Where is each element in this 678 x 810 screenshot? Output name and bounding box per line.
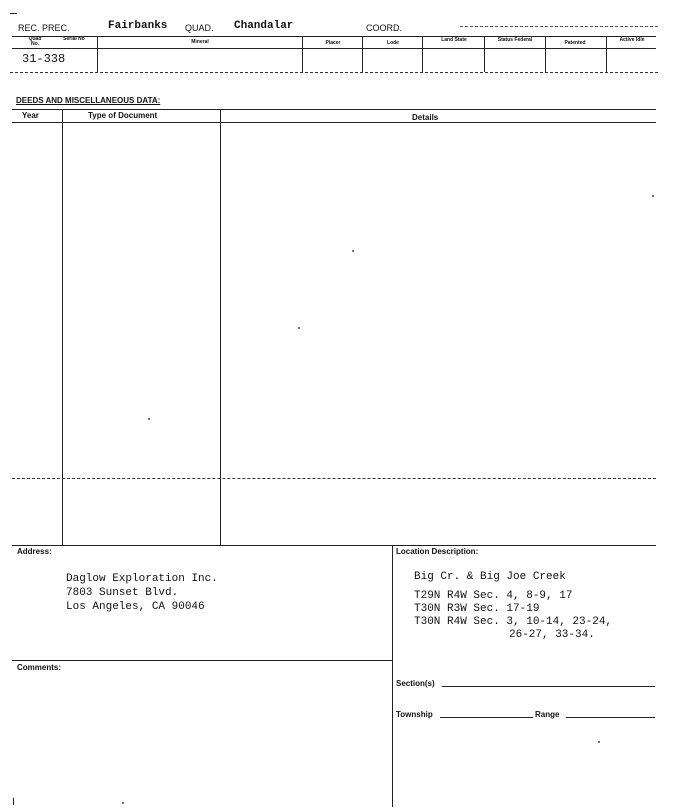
scan-speck xyxy=(352,250,354,252)
serial-no-header: Serial No xyxy=(63,36,85,42)
deeds-section-title: DEEDS AND MISCELLANEOUS DATA: xyxy=(16,96,161,105)
quad-value: Chandalar xyxy=(234,20,294,32)
record-bottom-rule xyxy=(10,72,658,73)
details-column-header: Details xyxy=(412,113,439,122)
address-line-3: Los Angeles, CA 90046 xyxy=(66,601,205,613)
active-idle-header: Active Idle xyxy=(619,37,645,43)
rec-prec-label: REC. PREC. xyxy=(18,23,70,33)
address-label: Address: xyxy=(17,547,52,556)
comments-top-rule xyxy=(12,660,392,661)
mineral-header: Mineral xyxy=(191,39,209,45)
location-name: Big Cr. & Big Joe Creek xyxy=(414,571,566,583)
deeds-header-rule xyxy=(12,122,656,123)
placer-header: Placer xyxy=(325,40,341,46)
deeds-top-rule xyxy=(12,109,656,110)
township-label: Township xyxy=(396,710,433,719)
township-fill-line xyxy=(440,717,533,718)
sections-fill-line xyxy=(442,686,655,687)
col-divider-7 xyxy=(606,36,607,72)
range-label: Range xyxy=(535,710,560,719)
location-description-label: Location Description: xyxy=(396,547,479,556)
quad-serial-value: 31-338 xyxy=(22,52,66,66)
deeds-bottom-rule xyxy=(12,545,656,546)
address-line-2: 7803 Sunset Blvd. xyxy=(66,587,179,599)
location-line-4: 26-27, 33-34. xyxy=(509,629,595,641)
year-column-header: Year xyxy=(22,111,39,120)
status-federal-header: Status Federal xyxy=(497,37,533,43)
coord-label: COORD. xyxy=(366,23,402,33)
col-divider-4 xyxy=(422,36,423,72)
left-margin-mark xyxy=(13,798,14,805)
scan-speck xyxy=(122,802,124,804)
location-line-1: T29N R4W Sec. 4, 8-9, 17 xyxy=(414,590,573,602)
header-rule xyxy=(12,36,656,37)
col-divider-6 xyxy=(545,36,546,72)
header-top-rule xyxy=(10,13,17,14)
scan-speck xyxy=(598,741,600,743)
quad-no-header: Quad No. xyxy=(28,36,42,47)
patented-header: Patented xyxy=(564,40,586,46)
location-line-3: T30N R4W Sec. 3, 10-14, 23-24, xyxy=(414,616,613,628)
scan-speck xyxy=(298,327,300,329)
column-header-rule xyxy=(12,48,656,49)
range-fill-line xyxy=(566,717,655,718)
deeds-divider-1 xyxy=(62,109,63,545)
lower-center-divider xyxy=(392,545,393,807)
land-state-header: Land State xyxy=(441,37,467,43)
col-divider-1 xyxy=(97,36,98,72)
scan-speck xyxy=(652,195,654,197)
col-divider-2 xyxy=(302,36,303,72)
lode-header: Lode xyxy=(387,40,399,46)
sections-label: Section(s) xyxy=(396,679,435,688)
quad-label: QUAD. xyxy=(185,23,214,33)
comments-label: Comments: xyxy=(17,663,62,672)
region-value: Fairbanks xyxy=(108,20,168,32)
col-divider-5 xyxy=(484,36,485,72)
deeds-mid-dashed-rule xyxy=(12,478,656,479)
type-column-header: Type of Document xyxy=(88,111,158,120)
location-line-2: T30N R3W Sec. 17-19 xyxy=(414,603,540,615)
deeds-divider-2 xyxy=(220,109,221,545)
col-divider-3 xyxy=(362,36,363,72)
address-line-1: Daglow Exploration Inc. xyxy=(66,573,218,585)
header-top-dashed-rule xyxy=(460,26,658,27)
scan-speck xyxy=(148,418,150,420)
